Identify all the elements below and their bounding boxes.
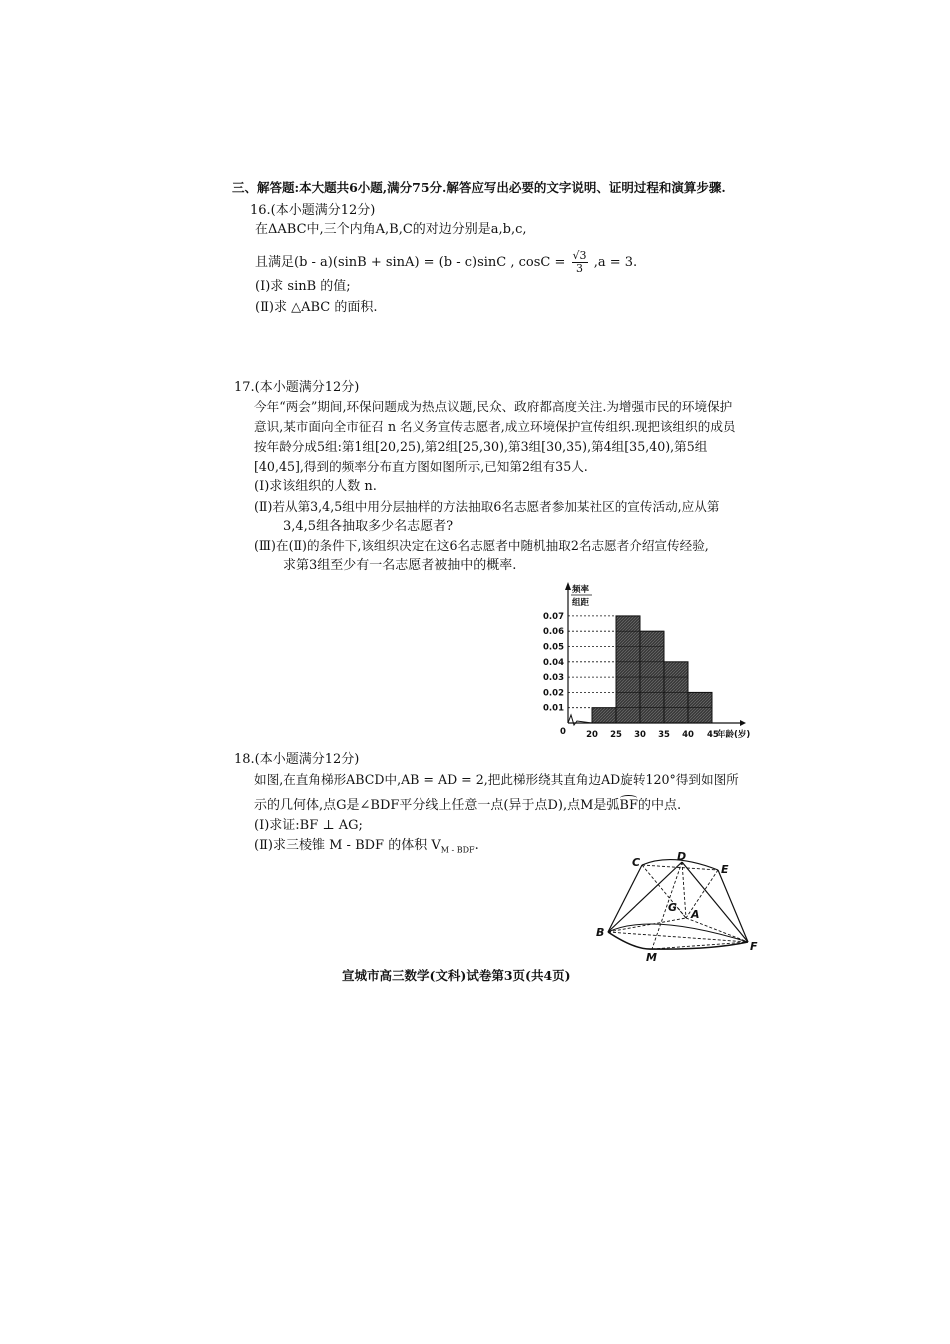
cosc-fraction: [572, 250, 588, 275]
q17-paragraph-line2: 意识,某市面向全市征召 n 名义务宣传志愿者,成立环境保护宣传组织.现把该组织的成员: [254, 419, 736, 434]
solid-of-revolution-figure: [590, 850, 770, 965]
page-footer: 宣城市高三数学(文科)试卷第3页(共4页): [342, 968, 571, 983]
q16-header: 16.(本小题满分12分): [250, 203, 376, 218]
x-tick-label: 40: [682, 730, 694, 740]
q18-paragraph-line1: 如图,在直角梯形ABCD中,AB = AD = 2,把此梯形绕其直角边AD旋转120°得到如图所: [254, 772, 739, 787]
x-tick-label-end: 45: [707, 730, 719, 740]
label-b: B: [596, 926, 605, 939]
label-a: A: [691, 908, 700, 921]
q16-line2: [255, 250, 637, 275]
edge-dm: [652, 862, 682, 949]
y-axis-label-bottom: 组距: [572, 598, 590, 608]
y-tick-label: 0.05: [543, 642, 564, 653]
x-tick-label: 35: [658, 730, 670, 740]
q18-part2-end: .: [474, 838, 479, 853]
y-tick-label: 0.07: [543, 611, 564, 622]
q16-side-a: ,a = 3.: [593, 255, 638, 270]
volume-subscript: M - BDF: [440, 845, 475, 855]
y-tick-label: 0.04: [543, 657, 564, 668]
histogram-bar: [616, 616, 640, 723]
q17-part1: (Ⅰ)求该组织的人数 n.: [254, 479, 377, 494]
label-e: E: [721, 863, 729, 876]
y-tick-label: 0.06: [543, 627, 564, 638]
label-g: G: [668, 901, 678, 914]
q18-header: 18.(本小题满分12分): [234, 752, 360, 767]
y-axis-arrow: [565, 582, 571, 590]
q18-part2: [254, 838, 479, 859]
edge-da: [682, 862, 686, 918]
x-axis-label: 年龄(岁): [717, 730, 751, 740]
q18-paragraph-line2: [254, 798, 681, 814]
q16-part1: (Ⅰ)求 sinB 的值;: [255, 279, 351, 294]
q17-paragraph-line3: 按年龄分成5组:第1组[20,25),第2组[25,30),第3组[30,35),第4组[35,40),第5组: [254, 439, 708, 454]
label-d: D: [677, 850, 687, 863]
origin-label: 0: [560, 727, 566, 737]
q18-text-end: 的中点.: [638, 798, 682, 813]
bottom-arc-front: [608, 932, 748, 949]
x-axis-arrow: [740, 720, 746, 726]
label-m: M: [646, 951, 657, 964]
q17-part2-line1: (Ⅱ)若从第3,4,5组中用分层抽样的方法抽取6名志愿者参加某社区的宣传活动,应从第: [254, 499, 720, 514]
fraction-denominator: 3: [576, 262, 584, 275]
x-tick-label: 25: [610, 730, 622, 740]
edge-ef: [718, 870, 748, 942]
histogram-bar: [592, 708, 616, 723]
q17-part2-line2: 3,4,5组各抽取多少名志愿者?: [283, 519, 454, 534]
arc-bf: BF: [619, 798, 638, 813]
x-tick-label: 30: [634, 730, 646, 740]
q16-line1: 在ΔABC中,三个内角A,B,C的对边分别是a,b,c,: [255, 222, 527, 237]
fraction-numerator: √3: [572, 249, 587, 262]
y-axis-label-top: 频率: [572, 585, 590, 595]
q18-part1: (Ⅰ)求证:BF ⊥ AG;: [254, 818, 363, 833]
x-tick-label: 20: [586, 730, 598, 740]
frequency-histogram: [540, 578, 770, 746]
q18-text: 示的几何体,点G是∠BDF平分线上任意一点(异于点D),点M是弧: [254, 798, 620, 813]
edge-bf: [608, 932, 748, 942]
q17-paragraph-line1: 今年“两会”期间,环保问题成为热点议题,民众、政府都高度关注.为增强市民的环境保护: [254, 399, 733, 414]
q16-part2: (Ⅱ)求 △ABC 的面积.: [255, 300, 378, 315]
section-heading: 三、解答题:本大题共6小题,满分75分.解答应写出必要的文字说明、证明过程和演算步骤.: [232, 180, 726, 195]
edge-cb: [608, 865, 642, 932]
label-f: F: [750, 940, 758, 953]
edge-db: [608, 862, 682, 932]
q17-paragraph-line4: [40,45],得到的频率分布直方图如图所示,已知第2组有35人.: [254, 459, 588, 474]
bottom-arc-back: [608, 924, 748, 942]
q17-header: 17.(本小题满分12分): [234, 380, 360, 395]
q17-part3-line1: (Ⅲ)在(Ⅱ)的条件下,该组织决定在这6名志愿者中随机抽取2名志愿者介绍宣传经验,: [254, 538, 709, 553]
label-c: C: [632, 856, 641, 869]
y-tick-label: 0.01: [543, 703, 564, 714]
q17-part3-line2: 求第3组至少有一名志愿者被抽中的概率.: [283, 558, 517, 573]
y-tick-label: 0.02: [543, 688, 564, 699]
q18-part2-text: (Ⅱ)求三棱锥 M - BDF 的体积 V: [254, 838, 441, 853]
edge-df: [682, 862, 748, 942]
q16-condition: 且满足(b - a)(sinB + sinA) = (b - c)sinC , cosC =: [255, 255, 566, 270]
y-tick-label: 0.03: [543, 673, 564, 684]
